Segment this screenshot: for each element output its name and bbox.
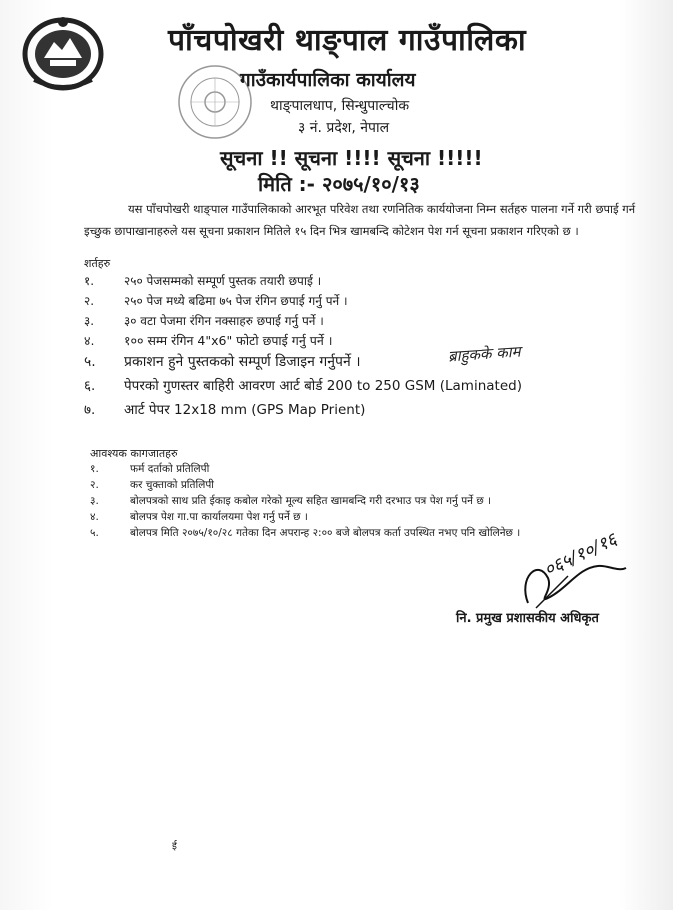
document-number: ५. [90, 527, 99, 539]
address-line-2: ३ नं. प्रदेश, नेपाल [298, 120, 390, 136]
term-text: २५० पेजसम्मको सम्पूर्ण पुस्तक तयारी छपाई । [124, 274, 322, 288]
term-number: ३. [84, 314, 95, 328]
document-number: ३. [90, 495, 99, 507]
term-number: १. [84, 274, 95, 288]
municipality-title: पाँचपोखरी थाङ्पाल गाउँपालिका [168, 23, 527, 58]
term-number: ७. [84, 402, 96, 418]
term-text: २५० पेज मध्ये बढिमा ७५ पेज रंगिन छपाई गर्नु पर्ने । [124, 294, 348, 308]
term-text: प्रकाशन हुने पुस्तकको सम्पूर्ण डिजाइन गर्नुपर्ने । [124, 354, 361, 370]
terms-label: शर्तहरु [84, 257, 111, 270]
term-text: ३० वटा पेजमा रंगिन नक्साहरु छपाई गर्नु पर्ने । [124, 314, 324, 328]
address-line-1: थाङ्पालधाप, सिन्धुपाल्चोक [270, 98, 410, 114]
office-subtitle: गाउँकार्यपालिका कार्यालय [240, 69, 416, 91]
signature-date: ०६५/१०/१६ [540, 528, 621, 581]
officer-title: नि. प्रमुख प्रशासकीय अधिकृत [456, 611, 599, 626]
term-number: २. [84, 294, 95, 308]
documents-label: आवश्यक कागजातहरु [90, 447, 178, 460]
term-number: ४. [84, 333, 95, 348]
intro-paragraph: यस पाँचपोखरी थाङ्पाल गाउँपालिकाको आरभूत परिवेश तथा रणनितिक कार्ययोजना निम्न सर्तहरु पालना गर्ने गरी छपाई गर्न इच्छुक छापाखानाहरुले यस सूचना प्रकाशन मितिले १५ दिन भित्र खामबन्दि कोटेशन पेश गर्न सूचना प्रकाशन गरिएको छ । [84, 202, 636, 238]
notice-date: मिति :- २०७५/१०/१३ [258, 172, 420, 196]
document-text: बोलपत्र मिति २०७५/१०/२८ गतेका दिन अपरान्ह २:०० बजे बोलपत्र कर्ता उपस्थित नभए पनि खोलिनेछ । [130, 527, 521, 539]
footer-mark: ई [172, 841, 177, 852]
document-text: बोलपत्रको साथ प्रति ईकाइ कबोल गरेको मूल्य सहित खामबन्दि गरी दरभाउ पत्र पेश गर्नु पर्ने छ । [130, 495, 492, 507]
term-text: आर्ट पेपर 12x18 mm (GPS Map Prient) [124, 402, 366, 418]
term-number: ५. [84, 354, 96, 370]
document-text: फर्म दर्ताको प्रतिलिपी [130, 463, 210, 475]
term-text: पेपरको गुणस्तर बाहिरी आवरण आर्ट बोर्ड 200 to 250 GSM (Laminated) [124, 378, 522, 394]
document-text: कर चुक्ताको प्रतिलिपी [130, 479, 215, 491]
notice-heading: सूचना !! सूचना !!!! सूचना !!!!! [220, 146, 483, 170]
document-number: २. [90, 479, 99, 491]
document-number: ४. [90, 511, 99, 523]
term-text: १०० सम्म रंगिन 4"x6" फोटो छपाई गर्नु पर्ने । [124, 333, 333, 348]
document-number: १. [90, 463, 99, 475]
term-number: ६. [84, 378, 96, 394]
nepal-emblem-icon [20, 14, 106, 92]
document-text: बोलपत्र पेश गा.पा कार्यालयमा पेश गर्नु पर्ने छ । [130, 511, 308, 523]
handwritten-note: ब्राहुकके काम [447, 342, 522, 366]
